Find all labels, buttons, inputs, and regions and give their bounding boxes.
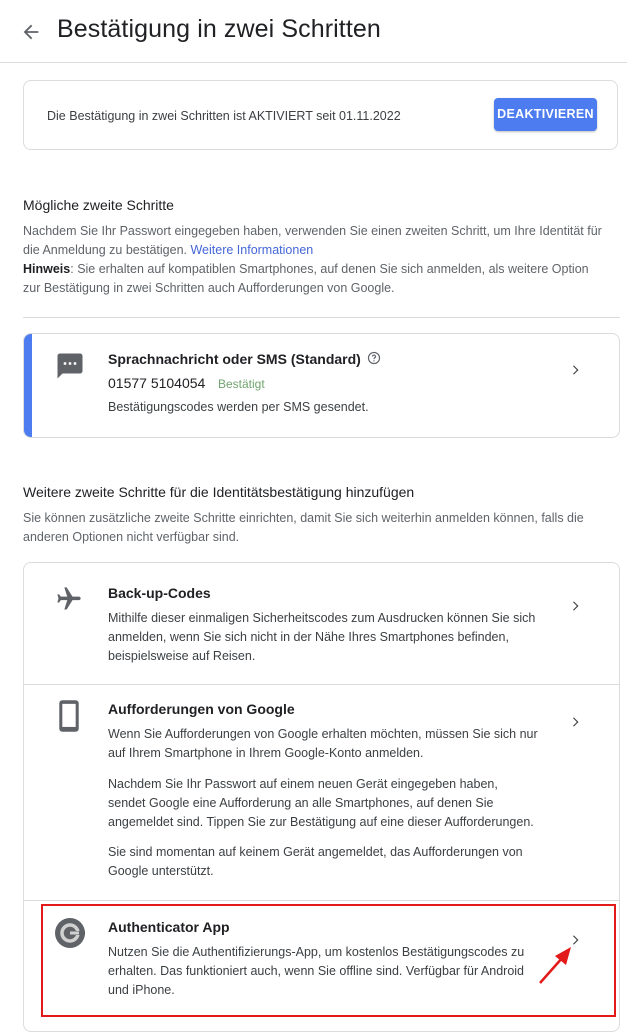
airplane-icon (55, 585, 83, 613)
authenticator-app-title: Authenticator App (108, 919, 230, 935)
sms-option-card[interactable] (23, 333, 620, 438)
chevron-right-icon[interactable] (568, 363, 582, 377)
google-prompts-desc-3: Sie sind momentan auf keinem Gerät angemeldet, das Aufforderungen von Google unterstützt. (108, 845, 523, 878)
google-prompts-desc-1: Wenn Sie Aufforderungen von Google erhalten möchten, müssen Sie sich nur auf Ihrem Smartphone in Ihrem Google-Konto anmelden. (108, 727, 538, 760)
sms-option-title: Sprachnachricht oder SMS (Standard) (108, 351, 361, 367)
possible-steps-title: Mögliche zweite Schritte (23, 197, 174, 213)
google-prompts-option[interactable] (24, 685, 619, 900)
backup-codes-desc: Mithilfe dieser einmaligen Sicherheitscodes zum Ausdrucken können Sie sich anmelden, wenn Sie sich nicht in der Nähe Ihres Smartphones befinden, beispielsweise auf Reisen. (108, 611, 536, 663)
deactivate-button[interactable]: DEAKTIVIEREN (494, 98, 597, 131)
hint-label: Hinweis (23, 262, 71, 276)
google-prompts-title: Aufforderungen von Google (108, 701, 295, 717)
google-prompts-desc-2: Nachdem Sie Ihr Passwort auf einem neuen Gerät eingegeben haben, sendet Google eine Aufforderung an alle Smartphones, auf denen Sie angemeldet sind. Tippen Sie zur Bestätigung auf eine dieser Aufforderungen. (108, 777, 534, 829)
status-text: Die Bestätigung in zwei Schritten ist AKTIVIERT seit 01.11.2022 (47, 109, 401, 123)
possible-steps-desc (23, 222, 608, 298)
default-accent-bar (24, 334, 32, 438)
add-steps-desc: Sie können zusätzliche zweite Schritte einrichten, damit Sie sich weiterhin anmelden können, falls die anderen Optionen nicht verfügbar sind. (23, 511, 584, 544)
highlight-annotation (41, 904, 616, 1017)
status-card (23, 80, 618, 150)
smartphone-icon (55, 699, 83, 733)
possible-steps-desc-text: Nachdem Sie Ihr Passwort eingegeben haben, verwenden Sie einen zweiten Schritt, um Ihre Identität für die Anmeldung zu bestätigen. (23, 224, 602, 257)
hint-text: : Sie erhalten auf kompatiblen Smartphones, auf denen Sie sich anmelden, als weitere Option zur Bestätigung in zwei Schritten auch Aufforderungen von Google. (23, 262, 589, 295)
message-icon (55, 351, 85, 381)
add-steps-title: Weitere zweite Schritte für die Identitätsbestätigung hinzufügen (23, 484, 415, 500)
more-info-link[interactable]: Weitere Informationen (190, 243, 314, 257)
sms-option-desc: Bestätigungscodes werden per SMS gesendet. (108, 400, 369, 414)
page-title: Bestätigung in zwei Schritten (57, 15, 381, 43)
verified-badge: Bestätigt (218, 377, 265, 391)
chevron-right-icon[interactable] (568, 599, 582, 613)
phone-number: 01577 5104054 (108, 375, 206, 391)
back-arrow-icon[interactable] (20, 21, 42, 43)
backup-codes-title: Back-up-Codes (108, 585, 211, 601)
backup-codes-option[interactable] (24, 563, 619, 684)
chevron-right-icon[interactable] (568, 715, 582, 729)
section-divider (23, 317, 620, 318)
authenticator-app-desc: Nutzen Sie die Authentifizierungs-App, um kostenlos Bestätigungscodes zu erhalten. Das funktioniert auch, wenn Sie offline sind. Verfügbar für Android und iPhone. (108, 945, 525, 997)
page-header (0, 0, 627, 63)
help-icon[interactable] (367, 351, 381, 365)
